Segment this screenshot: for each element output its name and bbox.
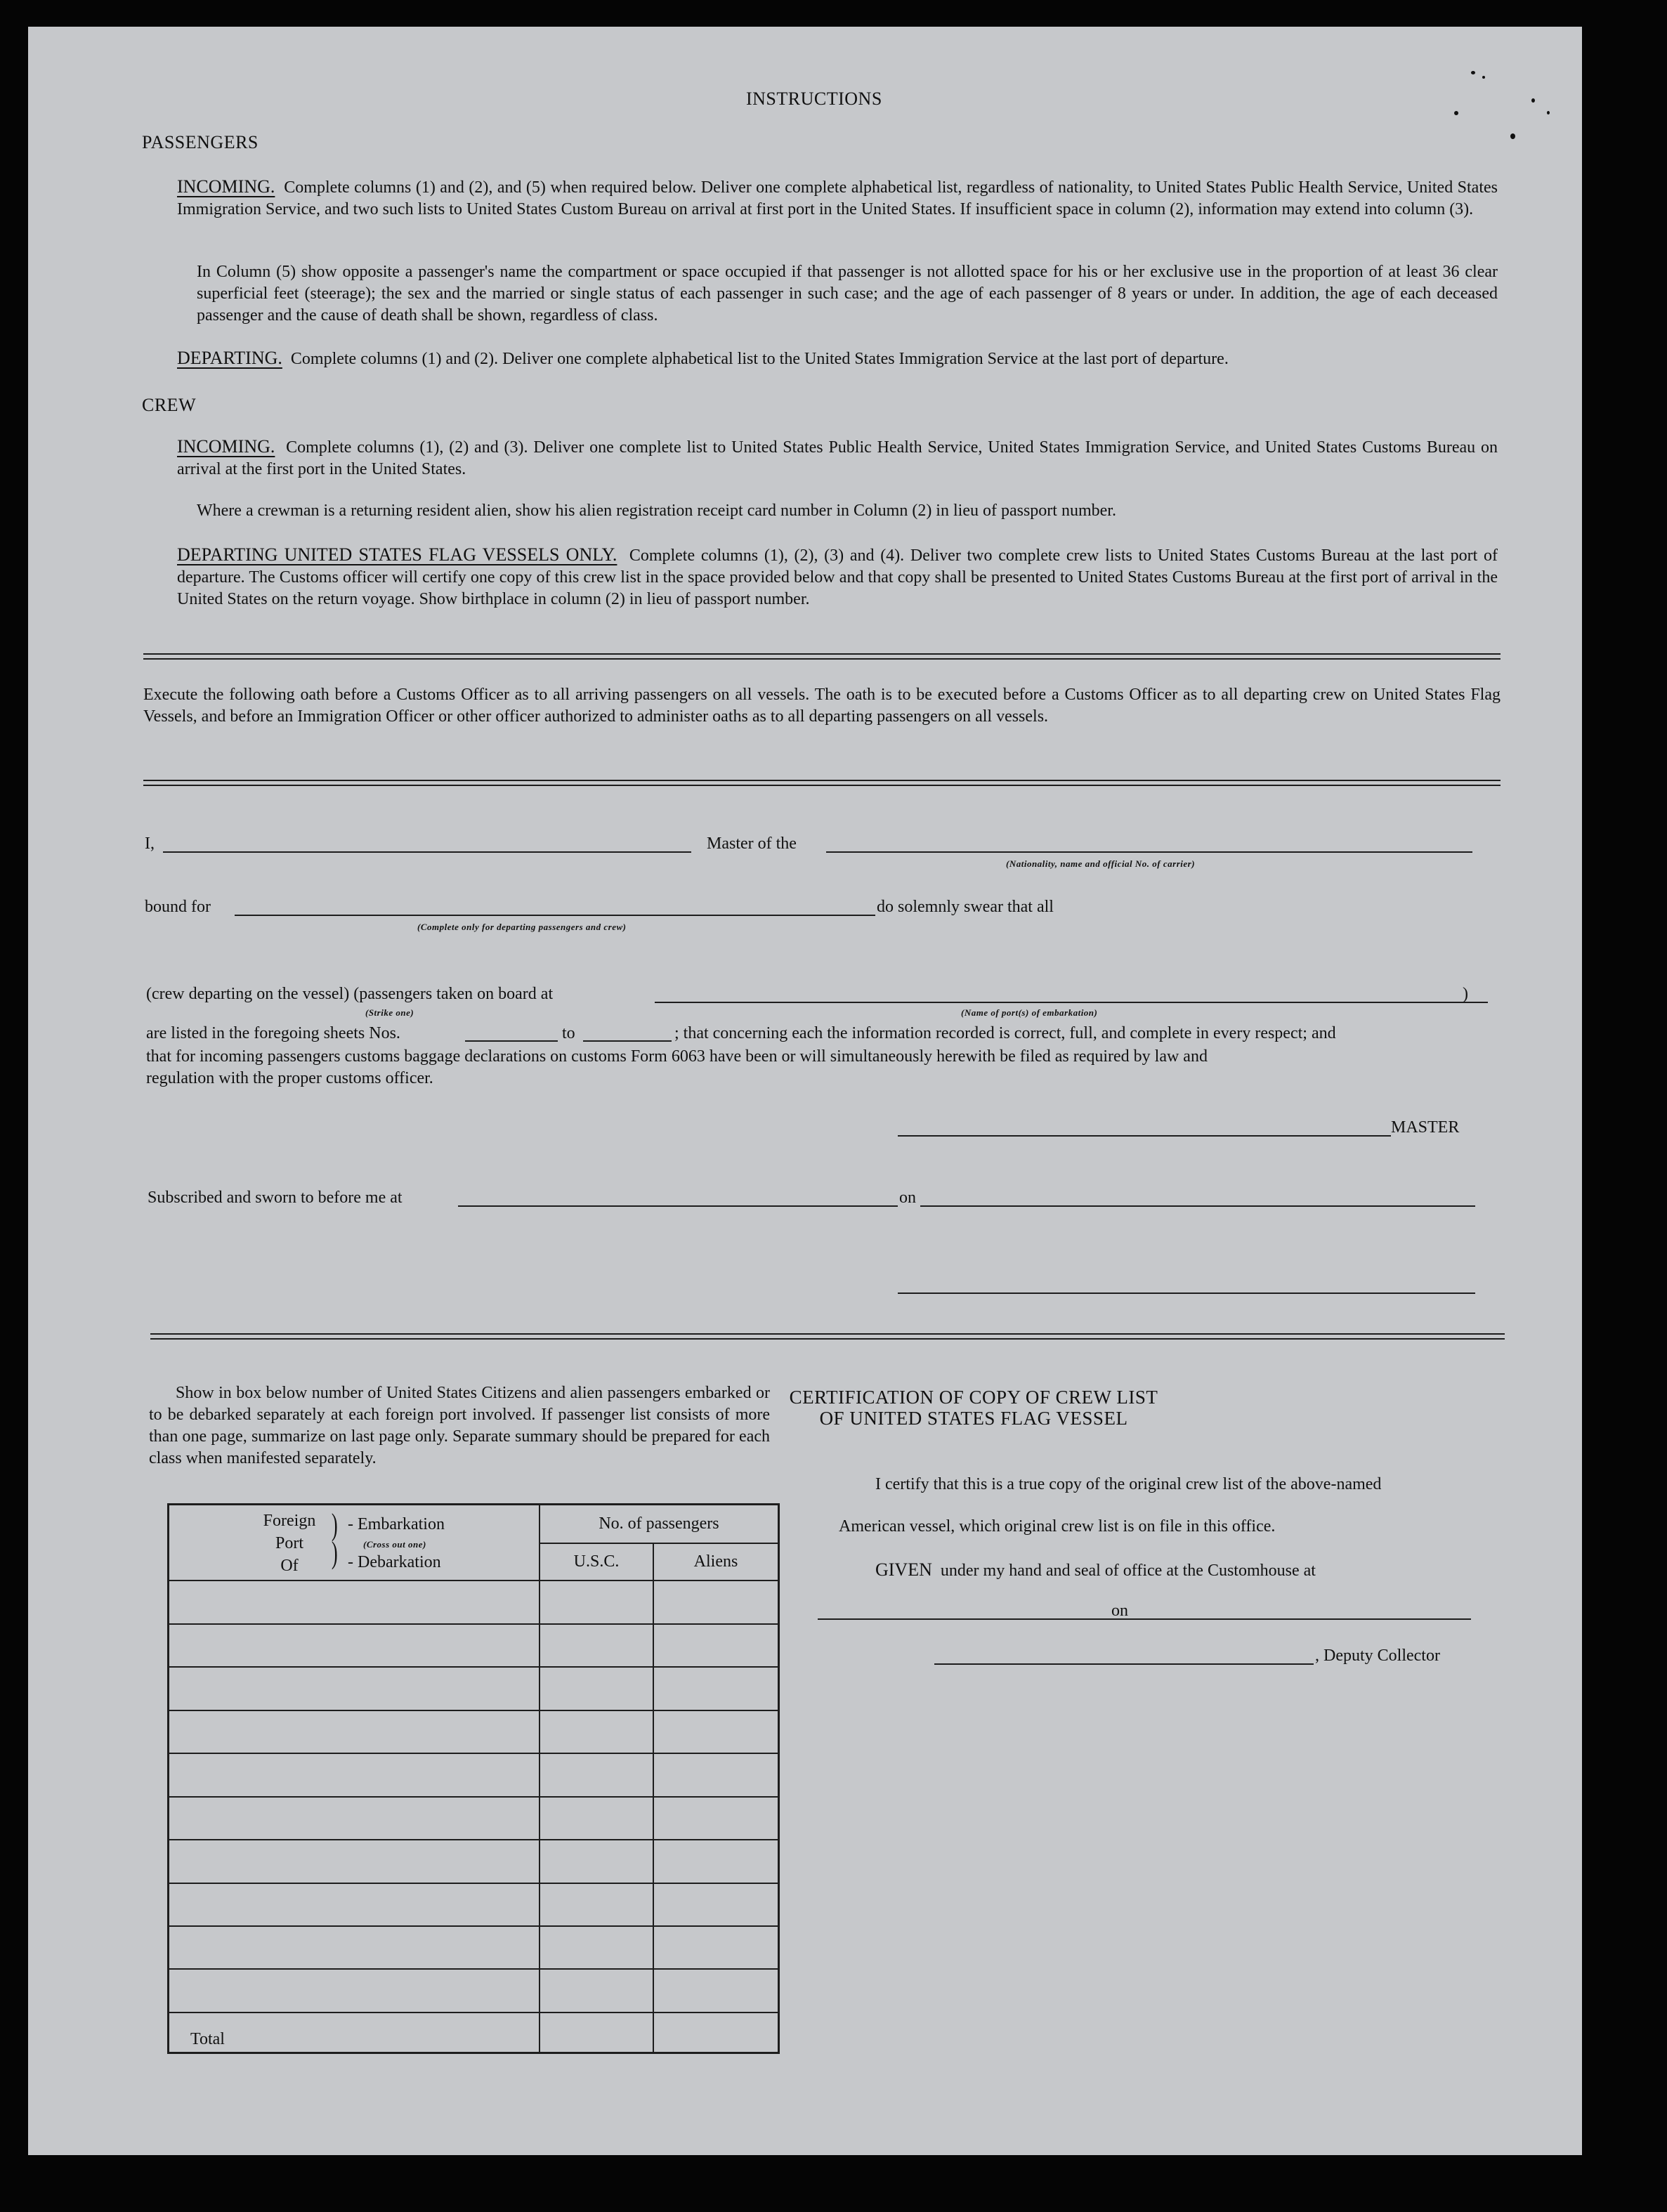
crew-departing-label: DEPARTING UNITED STATES FLAG VESSELS ONLY. bbox=[177, 544, 617, 565]
passenger-summary-table bbox=[167, 1503, 780, 2054]
port-cell[interactable] bbox=[169, 1840, 540, 1883]
bound-for-label: bound for bbox=[145, 898, 211, 916]
certification-title-line-2: OF UNITED STATES FLAG VESSEL bbox=[819, 1408, 1128, 1429]
port-cell[interactable] bbox=[169, 1797, 540, 1840]
crew-incoming-label: INCOMING. bbox=[177, 436, 275, 457]
section-divider bbox=[143, 780, 1501, 786]
scan-speck bbox=[1482, 76, 1485, 79]
usc-cell[interactable] bbox=[540, 1581, 653, 1623]
certification-given bbox=[875, 1559, 1316, 1581]
port-cell[interactable] bbox=[169, 1926, 540, 1969]
crew-departing-instructions bbox=[177, 544, 1498, 610]
to-word: to bbox=[562, 1024, 575, 1042]
baggage-line-2: regulation with the proper customs officer. bbox=[146, 1069, 433, 1087]
crew-departing-text: Complete columns (1), (2), (3) and (4). Deliver two complete crew lists to United States Customs Bureau at the last port of departure. The Customs officer will certify one copy of this crew list in the space provided below and that copy shall be presented to United States Customs Bureau at the first port of arrival in the United States on the return voyage. Show birthplace in column (2) in lieu of passport number. bbox=[177, 547, 1498, 608]
scan-speck bbox=[1510, 133, 1515, 139]
aliens-cell[interactable] bbox=[653, 1581, 779, 1623]
total-usc-cell[interactable] bbox=[540, 2013, 653, 2053]
aliens-cell[interactable] bbox=[653, 1926, 779, 1969]
deputy-collector-signature-field[interactable] bbox=[934, 1663, 1314, 1665]
crew-resident-alien-note: Where a crewman is a returning resident alien, show his alien registration receipt card number in Column (2) in lieu of passport number. bbox=[197, 502, 1116, 520]
form-page bbox=[28, 27, 1582, 2155]
sheet-to-field[interactable] bbox=[583, 1040, 672, 1042]
aliens-cell[interactable] bbox=[653, 1840, 779, 1883]
total-aliens-cell[interactable] bbox=[653, 2013, 779, 2053]
sworn-on-label: on bbox=[899, 1189, 916, 1207]
port-cell[interactable] bbox=[169, 1624, 540, 1667]
oath-i-label: I, bbox=[145, 835, 155, 853]
table-row bbox=[169, 1969, 779, 2012]
certification-on-label: on bbox=[1111, 1602, 1128, 1620]
aliens-cell[interactable] bbox=[653, 1883, 779, 1926]
usc-cell[interactable] bbox=[540, 1710, 653, 1753]
table-row bbox=[169, 1753, 779, 1796]
table-row bbox=[169, 1624, 779, 1667]
port-cell[interactable] bbox=[169, 1753, 540, 1796]
officer-signature-field[interactable] bbox=[898, 1292, 1475, 1294]
baggage-declaration-text bbox=[146, 1046, 1499, 1089]
bound-for-field[interactable] bbox=[235, 915, 875, 916]
port-cell[interactable] bbox=[169, 1883, 540, 1926]
usc-cell[interactable] bbox=[540, 1797, 653, 1840]
debarkation-option[interactable]: - Debarkation bbox=[348, 1553, 441, 1571]
passengers-column5-instructions: In Column (5) show opposite a passenger's name the compartment or space occupied if that passenger is not allotted space for his or her exclusive use in the proportion of at least 36 clear superficial feet (steerage); the sex and the married or single status of each passenger in such case; and the age of each passenger of 8 years or under. In addition, the age of each deceased passenger and the cause of death shall be shown, regardless of class. bbox=[197, 263, 1498, 325]
table-row bbox=[169, 1840, 779, 1883]
table-row bbox=[169, 1667, 779, 1710]
customhouse-field[interactable] bbox=[818, 1618, 1138, 1620]
port-label: Port bbox=[275, 1534, 303, 1552]
certification-title-line-1: CERTIFICATION OF COPY OF CREW LIST bbox=[789, 1387, 1158, 1408]
master-signature-field[interactable] bbox=[898, 1135, 1391, 1137]
table-row bbox=[169, 1926, 779, 1969]
sworn-place-field[interactable] bbox=[458, 1205, 898, 1207]
certification-text-2: American vessel, which original crew list is on file in this office. bbox=[839, 1517, 1276, 1536]
given-rest: under my hand and seal of office at the Customhouse at bbox=[940, 1562, 1316, 1580]
port-cell[interactable] bbox=[169, 1581, 540, 1623]
master-label: MASTER bbox=[1391, 1118, 1460, 1137]
usc-cell[interactable] bbox=[540, 1883, 653, 1926]
aliens-cell[interactable] bbox=[653, 1624, 779, 1667]
table-row bbox=[169, 1883, 779, 1926]
passengers-heading: PASSENGERS bbox=[142, 132, 259, 152]
deputy-collector-label: , Deputy Collector bbox=[1315, 1647, 1440, 1665]
crew-heading: CREW bbox=[142, 395, 197, 415]
baggage-line-1: that for incoming passengers customs baggage declarations on customs Form 6063 have been or will simultaneously herewith be filed as required by law and bbox=[146, 1047, 1208, 1066]
aliens-cell[interactable] bbox=[653, 1797, 779, 1840]
crew-passengers-choice: (crew departing on the vessel) (passengers taken on board at bbox=[146, 985, 554, 1003]
passengers-departing-label: DEPARTING. bbox=[177, 348, 282, 368]
aliens-header: Aliens bbox=[653, 1543, 779, 1581]
usc-cell[interactable] bbox=[540, 1840, 653, 1883]
table-row bbox=[169, 1797, 779, 1840]
usc-cell[interactable] bbox=[540, 1969, 653, 2012]
cross-out-caption: (Cross out one) bbox=[363, 1539, 426, 1550]
aliens-cell[interactable] bbox=[653, 1753, 779, 1796]
passengers-incoming-text: Complete columns (1) and (2), and (5) when required below. Deliver one complete alphabetical list, regardless of nationality, to United States Public Health Service, United States Immigration Service, and two such lists to United States Custom Bureau on arrival at first port in the United States. If insufficient space in column (2), information may extend into column (3). bbox=[177, 178, 1498, 218]
oath-instructions: Execute the following oath before a Customs Officer as to all arriving passengers on all vessels. The oath is to be executed before a Customs Officer as to all departing crew on United States Flag Vessels, and before an Immigration Officer or other officer authorized to administer oaths as to all departing passengers on all vessels. bbox=[143, 686, 1501, 726]
usc-header: U.S.C. bbox=[540, 1543, 653, 1581]
scan-speck bbox=[1547, 111, 1550, 114]
table-row bbox=[169, 1581, 779, 1623]
passengers-departing-text: Complete columns (1) and (2). Deliver one complete alphabetical list to the United States Immigration Service at the last port of departure. bbox=[290, 350, 1229, 368]
scan-speck bbox=[1454, 111, 1458, 115]
scan-speck bbox=[1531, 98, 1535, 103]
carrier-field[interactable] bbox=[826, 851, 1472, 853]
foreign-port-header bbox=[169, 1505, 540, 1581]
master-name-field[interactable] bbox=[163, 851, 691, 853]
given-word: GIVEN bbox=[875, 1559, 932, 1580]
crew-incoming-text: Complete columns (1), (2) and (3). Deliver one complete list to United States Public Health Service, United States Immigration Service, and United States Customs Bureau on arrival at the first port in the United States. bbox=[177, 438, 1498, 478]
usc-cell[interactable] bbox=[540, 1667, 653, 1710]
crew-incoming-instructions bbox=[177, 436, 1498, 480]
certification-text-1: I certify that this is a true copy of the original crew list of the above-named bbox=[875, 1475, 1382, 1493]
subscribed-label: Subscribed and sworn to before me at bbox=[148, 1189, 403, 1207]
master-of-label: Master of the bbox=[707, 835, 797, 853]
embarkation-option[interactable]: - Embarkation bbox=[348, 1515, 445, 1533]
sworn-date-field[interactable] bbox=[920, 1205, 1475, 1207]
total-label: Total bbox=[169, 2013, 540, 2053]
aliens-cell[interactable] bbox=[653, 1667, 779, 1710]
listed-rest: ; that concerning each the information recorded is correct, full, and complete in every respect; and bbox=[674, 1024, 1336, 1042]
strike-one-caption: (Strike one) bbox=[365, 1007, 414, 1018]
passengers-incoming-label: INCOMING. bbox=[177, 176, 275, 197]
port-cell[interactable] bbox=[169, 1969, 540, 2012]
listed-prefix: are listed in the foregoing sheets Nos. bbox=[146, 1024, 400, 1042]
close-paren: ) bbox=[1463, 985, 1468, 1003]
no-of-passengers-header: No. of passengers bbox=[540, 1505, 779, 1543]
foreign-label: Foreign bbox=[263, 1512, 316, 1530]
sheet-from-field[interactable] bbox=[465, 1040, 558, 1042]
page-title: INSTRUCTIONS bbox=[746, 89, 882, 109]
section-divider bbox=[143, 653, 1501, 660]
certification-date-field[interactable] bbox=[1131, 1618, 1471, 1620]
passengers-departing-instructions bbox=[177, 347, 1505, 370]
passengers-incoming-instructions bbox=[177, 176, 1498, 221]
brace-lower: ) bbox=[331, 1536, 338, 1570]
usc-cell[interactable] bbox=[540, 1753, 653, 1796]
total-row bbox=[169, 2013, 779, 2053]
carrier-caption: (Nationality, name and official No. of carrier) bbox=[1006, 858, 1196, 869]
bound-for-caption: (Complete only for departing passengers and crew) bbox=[417, 922, 627, 932]
swear-text: do solemnly swear that all bbox=[877, 898, 1054, 916]
summary-intro-text: Show in box below number of United States Citizens and alien passengers embarked or to be debarked separately at each foreign port involved. If passenger list consists of more than one page, summarize on last page only. Separate summary should be prepared for each class when manifested separately. bbox=[149, 1384, 770, 1467]
scan-speck bbox=[1471, 71, 1475, 74]
aliens-cell[interactable] bbox=[653, 1710, 779, 1753]
aliens-cell[interactable] bbox=[653, 1969, 779, 2012]
embarkation-port-field[interactable] bbox=[655, 1002, 1488, 1003]
table-row bbox=[169, 1710, 779, 1753]
section-divider bbox=[150, 1333, 1505, 1340]
usc-cell[interactable] bbox=[540, 1926, 653, 1969]
of-label: Of bbox=[280, 1557, 299, 1575]
brace-upper: ) bbox=[331, 1507, 338, 1542]
usc-cell[interactable] bbox=[540, 1624, 653, 1667]
port-cell[interactable] bbox=[169, 1710, 540, 1753]
port-caption: (Name of port(s) of embarkation) bbox=[961, 1007, 1098, 1018]
port-cell[interactable] bbox=[169, 1667, 540, 1710]
